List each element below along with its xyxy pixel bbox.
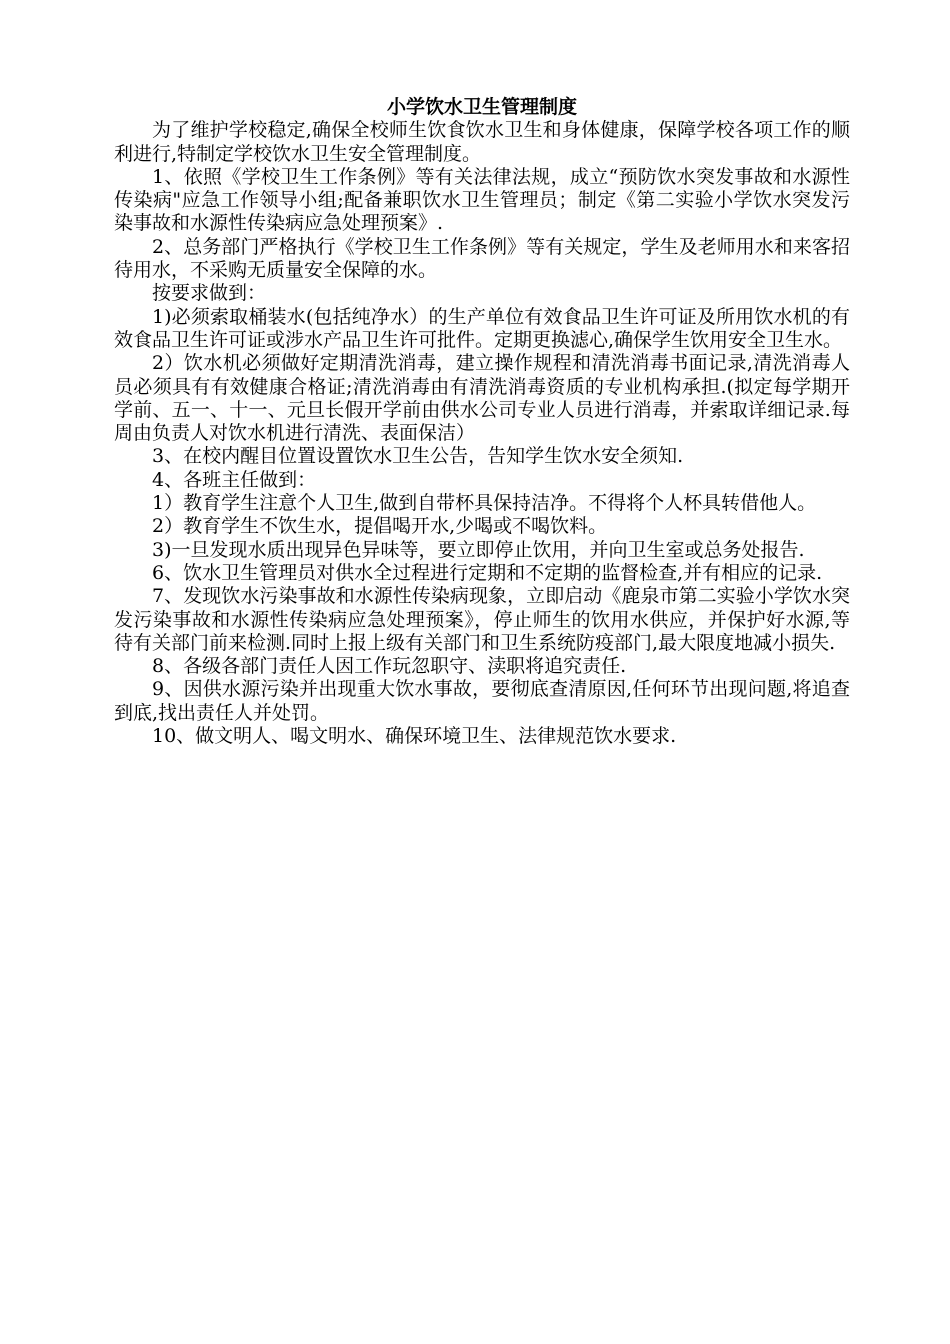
paragraph-item-8: 8、各级各部门责任人因工作玩忽职守、渎职将追究责任. — [152, 655, 627, 678]
paragraph-sub-item-2: 2）饮水机必须做好定期清洗消毒，建立操作规程和清洗消毒书面记录,清洗消毒人员必须具有有效健康合格证;清洗消毒由有清洗消毒资质的专业机构承担.(拟定每学期开学前、五一、十一、元旦长假开学前由供水公司专业人员进行消毒，并索取详细记录.每周由负责人对饮水机进行清洗、表面保洁） — [114, 352, 850, 445]
paragraph-item-9: 9、因供水源污染并出现重大饮水事故，要彻底查清原因,任何环节出现问题,将追查到底,找出责任人并处罚。 — [114, 678, 850, 724]
paragraph-item-10: 10、做文明人、喝文明水、确保环境卫生、法律规范饮水要求. — [152, 725, 677, 748]
paragraph-intro: 为了维护学校稳定,确保全校师生饮食饮水卫生和身体健康，保障学校各项工作的顺利进行,特制定学校饮水卫生安全管理制度。 — [114, 119, 850, 165]
paragraph-item-6: 6、饮水卫生管理员对供水全过程进行定期和不定期的监督检查,并有相应的记录. — [152, 561, 823, 584]
paragraph-item-1: 1、依照《学校卫生工作条例》等有关法律法规，成立“预防饮水突发事故和水源性传染病"应急工作领导小组;配备兼职饮水卫生管理员；制定《第二实验小学饮水突发污染事故和水源性传染病应急处理预案》. — [114, 165, 850, 235]
document-title: 小学饮水卫生管理制度 — [386, 96, 577, 118]
paragraph-item-4-sub-3: 3)一旦发现水质出现异色异味等，要立即停止饮用，并向卫生室或总务处报告. — [152, 538, 805, 561]
paragraph-item-3: 3、在校内醒目位置设置饮水卫生公告，告知学生饮水安全须知. — [152, 445, 684, 468]
paragraph-item-2: 2、总务部门严格执行《学校卫生工作条例》等有关规定，学生及老师用水和来客招待用水，不采购无质量安全保障的水。 — [114, 235, 850, 282]
paragraph-item-7: 7、发现饮水污染事故和水源性传染病现象，立即启动《鹿泉市第二实验小学饮水突发污染事故和水源性传染病应急处理预案》，停止师生的饮用水供应，并保护好水源,等待有关部门前来检测.同时上报上级有关部门和卫生系统防疫部门,最大限度地减小损失. — [114, 585, 850, 654]
paragraph-sub-item-1: 1)必须索取桶装水(包括纯净水）的生产单位有效食品卫生许可证及所用饮水机的有效食品卫生许可证或涉水产品卫生许可批件。定期更换滤心,确保学生饮用安全卫生水。 — [114, 305, 850, 351]
paragraph-item-4-sub-1: 1）教育学生注意个人卫生,做到自带杯具保持洁净。不得将个人杯具转借他人。 — [152, 492, 817, 515]
document-page — [114, 96, 850, 748]
paragraph-item-4-sub-2: 2）教育学生不饮生水，提倡喝开水,少喝或不喝饮料。 — [152, 515, 608, 538]
paragraph-requirements-heading: 按要求做到： — [152, 282, 267, 305]
paragraph-item-4: 4、各班主任做到： — [152, 468, 317, 491]
